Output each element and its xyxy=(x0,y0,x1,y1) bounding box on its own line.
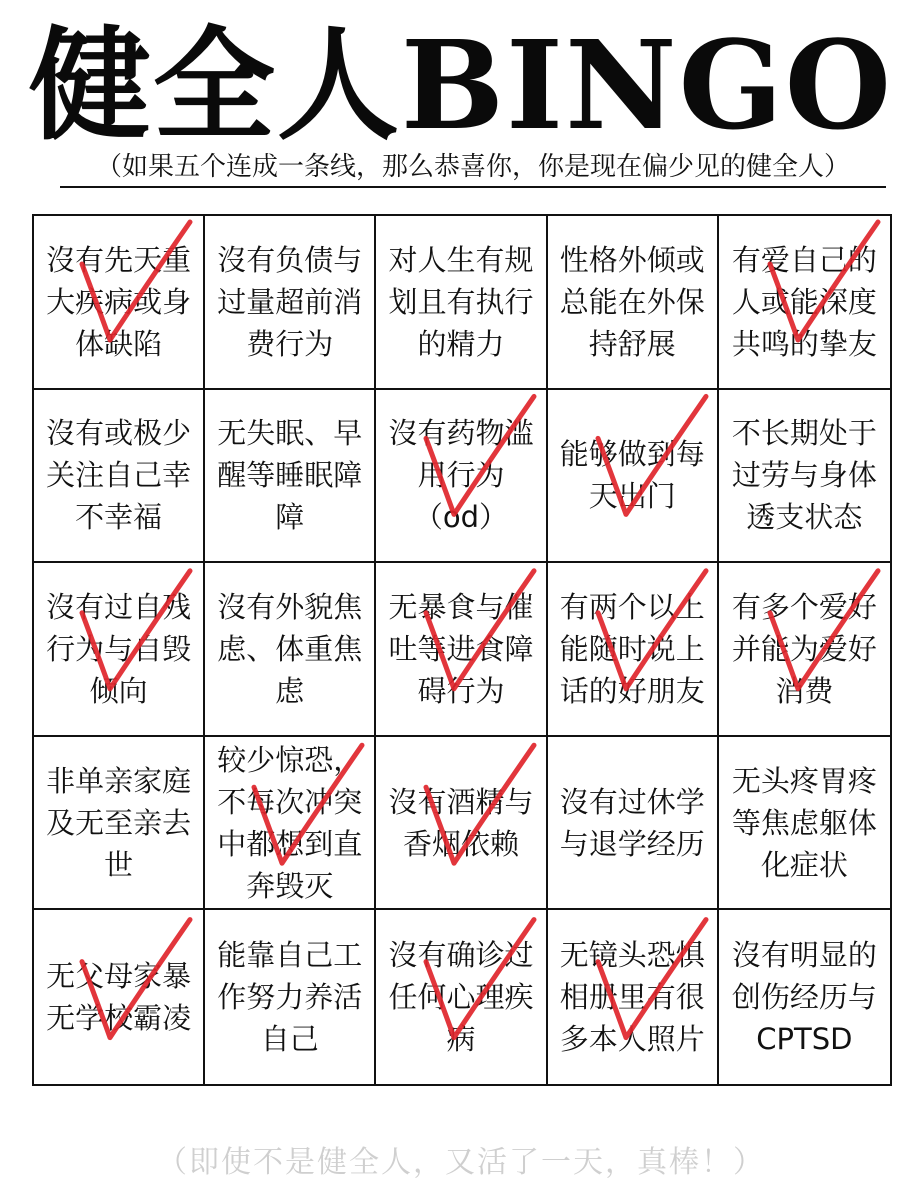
bingo-cell[interactable] xyxy=(548,216,719,390)
bingo-cell[interactable] xyxy=(34,390,205,564)
bingo-cell-label: 无暴食与催吐等进食障碍行为 xyxy=(388,589,534,708)
bingo-cell-label: 性格外倾或总能在外保持舒展 xyxy=(559,242,705,361)
page-title: 健全人BINGO xyxy=(28,13,894,157)
bingo-cell-label: 沒有酒精与香烟依赖 xyxy=(388,784,534,861)
bingo-cell-label: 非单亲家庭及无至亲去世 xyxy=(46,763,192,882)
bingo-cell-label: 较少惊恐，不每次冲突中都想到直奔毁灭 xyxy=(217,742,363,903)
bingo-grid xyxy=(32,214,892,1086)
bingo-cell[interactable] xyxy=(376,563,547,737)
bingo-cell[interactable] xyxy=(205,390,376,564)
bingo-cell[interactable] xyxy=(34,216,205,390)
bingo-cell-label: 沒有负债与过量超前消费行为 xyxy=(217,242,363,361)
bingo-cell[interactable] xyxy=(719,910,890,1084)
bingo-cell-label: 无镜头恐惧相册里有很多本人照片 xyxy=(559,938,705,1057)
bingo-cell[interactable] xyxy=(548,737,719,911)
bingo-cell-label: 沒有外貌焦虑、体重焦虑 xyxy=(217,589,363,708)
bingo-cell[interactable] xyxy=(205,216,376,390)
bingo-cell[interactable] xyxy=(548,910,719,1084)
bingo-cell[interactable] xyxy=(205,563,376,737)
bingo-cell[interactable] xyxy=(376,910,547,1084)
bingo-cell[interactable] xyxy=(205,737,376,911)
bingo-cell[interactable] xyxy=(719,737,890,911)
page-subtitle: （如果五个连成一条线，那么恭喜你，你是现在偏少见的健全人） xyxy=(60,150,886,188)
footer-note: （即使不是健全人，又活了一天，真棒！） xyxy=(157,1145,765,1180)
bingo-cell-label: 沒有明显的创伤经历与CPTSD xyxy=(731,938,877,1057)
bingo-cell-label: 沒有过自残行为与自毁倾向 xyxy=(46,589,192,708)
bingo-cell[interactable] xyxy=(376,737,547,911)
bingo-cell-label: 无头疼胃疼等焦虑躯体化症状 xyxy=(731,763,877,882)
bingo-cell[interactable] xyxy=(719,390,890,564)
bingo-cell-label: 沒有确诊过任何心理疾病 xyxy=(388,938,534,1057)
bingo-cell[interactable] xyxy=(719,216,890,390)
bingo-cell-label: 对人生有规划且有执行的精力 xyxy=(388,242,534,361)
bingo-cell[interactable] xyxy=(34,563,205,737)
bingo-cell-label: 沒有过休学与退学经历 xyxy=(559,784,705,861)
bingo-cell-label: 无失眠、早醒等睡眠障障 xyxy=(217,416,363,535)
bingo-cell-label: 无父母家暴无学校霸凌 xyxy=(46,959,192,1036)
bingo-cell[interactable] xyxy=(376,390,547,564)
bingo-cell[interactable] xyxy=(548,563,719,737)
bingo-cell-label: 有爱自己的人或能深度共鸣的挚友 xyxy=(731,242,877,361)
bingo-cell-label: 有两个以上能随时说上话的好朋友 xyxy=(559,589,705,708)
bingo-cell-label: 沒有药物滥用行为（od） xyxy=(388,416,534,535)
bingo-cell-label: 沒有先天重大疾病或身体缺陷 xyxy=(46,242,192,361)
bingo-cell[interactable] xyxy=(719,563,890,737)
bingo-cell-label: 沒有或极少关注自己幸不幸福 xyxy=(46,416,192,535)
bingo-cell-label: 有多个爱好并能为爱好消费 xyxy=(731,589,877,708)
bingo-cell-label: 能够做到每天出门 xyxy=(559,437,705,514)
bingo-cell-label: 能靠自己工作努力养活自己 xyxy=(217,938,363,1057)
bingo-cell[interactable] xyxy=(376,216,547,390)
bingo-cell[interactable] xyxy=(205,910,376,1084)
bingo-cell[interactable] xyxy=(34,737,205,911)
bingo-cell[interactable] xyxy=(34,910,205,1084)
bingo-cell-label: 不长期处于过劳与身体透支状态 xyxy=(731,416,877,535)
bingo-cell[interactable] xyxy=(548,390,719,564)
